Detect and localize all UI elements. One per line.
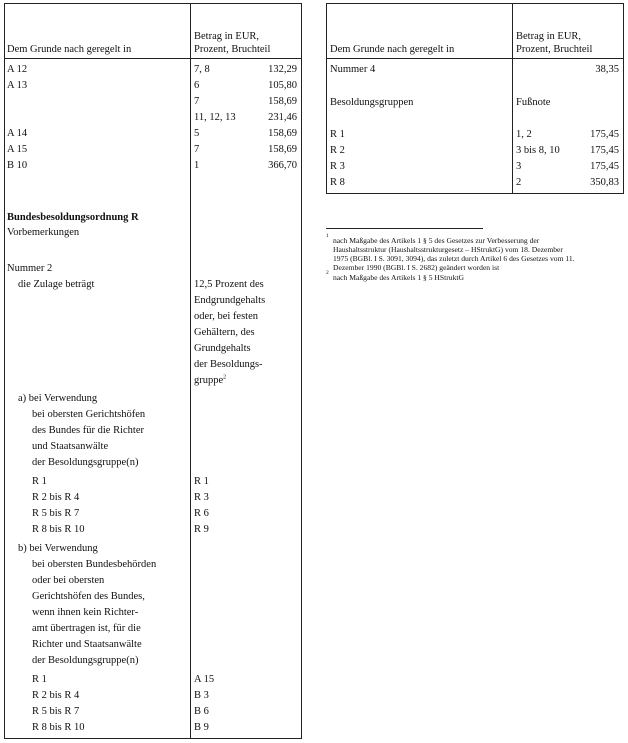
- table-row-betrag: 158,69: [268, 128, 297, 139]
- nummer-4-label: Nummer 4: [330, 64, 376, 75]
- table-row-footnote: 7: [194, 144, 200, 155]
- table-row-footnote: 2: [516, 177, 522, 188]
- a-line: bei obersten Gerichtshöfen: [32, 409, 146, 420]
- footnote-line: nach Maßgabe des Artikels 1 § 5 HStruktG: [333, 273, 464, 282]
- table-row-footnote: 1: [194, 160, 200, 171]
- a-row-left: R 5 bis R 7: [32, 508, 80, 519]
- table-row-betrag: 158,69: [268, 144, 297, 155]
- zulage-line: Grundgehalts: [194, 343, 251, 354]
- b-line: Richter und Staatsanwälte: [32, 639, 142, 650]
- table-row-footnote: 7: [194, 96, 200, 107]
- a-row-right: R 1: [194, 476, 209, 487]
- table-row-betrag: 175,45: [590, 129, 619, 140]
- table-row-betrag: 231,46: [268, 112, 297, 123]
- fussnote-label: Fußnote: [516, 97, 551, 108]
- table-row-grund: R 3: [330, 161, 345, 172]
- table-row-grund: A 13: [7, 80, 28, 91]
- footnote-line: Haushaltsstruktur (Haushaltsstrukturgesetz – HStruktG) vom 18. Dezember: [333, 245, 563, 254]
- table-row-footnote: 5: [194, 128, 200, 139]
- b-line: der Besoldungsgruppe(n): [32, 655, 139, 666]
- b-line: bei obersten Bundesbehörden: [32, 559, 157, 570]
- footnote-line: 1975 (BGBl. I S. 3091, 3094), das zuletzt durch Artikel 6 des Gesetzes vom 11.: [333, 254, 575, 263]
- a-row-left: R 1: [32, 476, 47, 487]
- b-row-right: B 3: [194, 690, 209, 701]
- left-table-header-rule: [4, 58, 302, 59]
- b-line: b) bei Verwendung: [18, 543, 98, 554]
- footnote-line: nach Maßgabe des Artikels 1 § 5 des Gesetzes zur Verbesserung der: [333, 236, 540, 245]
- table-row-footnote: 7, 8: [194, 64, 210, 75]
- b-row-left: R 2 bis R 4: [32, 690, 80, 701]
- left-table-column-divider: [190, 3, 191, 739]
- table-row-footnote: 6: [194, 80, 200, 91]
- left-header-col1: Dem Grunde nach geregelt in: [7, 44, 132, 55]
- footnote-mark: 2: [326, 270, 329, 276]
- section-title: Bundesbesoldungsordnung R: [7, 212, 139, 223]
- footnote-mark: 1: [326, 233, 329, 239]
- besoldungsgruppen-label: Besoldungsgruppen: [330, 97, 414, 108]
- left-header-col2-line1: Betrag in EUR,: [194, 31, 260, 42]
- zulage-line: Endgrundgehalts: [194, 295, 266, 306]
- a-line: der Besoldungsgruppe(n): [32, 457, 139, 468]
- left-header-col2-line2: Prozent, Bruchteil: [194, 44, 271, 55]
- table-row-betrag: 105,80: [268, 80, 297, 91]
- a-line: des Bundes für die Richter: [32, 425, 144, 436]
- table-row-footnote: 1, 2: [516, 129, 532, 140]
- nummer-4-value: 38,35: [595, 64, 619, 75]
- right-header-col2-line2: Prozent, Bruchteil: [516, 44, 593, 55]
- a-line: a) bei Verwendung: [18, 393, 98, 404]
- right-header-col2-line1: Betrag in EUR,: [516, 31, 582, 42]
- table-row-footnote: 3: [516, 161, 522, 172]
- zulage-line-last: [194, 374, 226, 387]
- right-table-header-rule: [326, 58, 624, 59]
- b-row-right: B 6: [194, 706, 209, 717]
- table-row-grund: A 12: [7, 64, 28, 75]
- footnote-line: Dezember 1990 (BGBl. I S. 2682) geändert worden ist: [333, 263, 500, 272]
- table-row-betrag: 158,69: [268, 96, 297, 107]
- zulage-line: der Besoldungs-: [194, 359, 263, 370]
- table-row-footnote: 11, 12, 13: [194, 112, 236, 123]
- a-row-left: R 2 bis R 4: [32, 492, 80, 503]
- zulage-line: Gehältern, des: [194, 327, 255, 338]
- table-row-grund: A 15: [7, 144, 28, 155]
- a-row-right: R 3: [194, 492, 209, 503]
- b-row-right: A 15: [194, 674, 215, 685]
- table-row-footnote: 3 bis 8, 10: [516, 145, 560, 156]
- b-line: Gerichtshöfen des Bundes,: [32, 591, 145, 602]
- footnote-ref: 2: [223, 374, 227, 381]
- table-row-grund: R 2: [330, 145, 345, 156]
- b-line: wenn ihnen kein Richter-: [32, 607, 139, 618]
- right-header-col1: Dem Grunde nach geregelt in: [330, 44, 455, 55]
- zulage-line: 12,5 Prozent des: [194, 279, 264, 290]
- table-row-betrag: 350,83: [590, 177, 619, 188]
- zulage-line: oder, bei festen: [194, 311, 259, 322]
- b-row-left: R 5 bis R 7: [32, 706, 80, 717]
- b-row-right: B 9: [194, 722, 209, 733]
- b-line: amt übertragen ist, für die: [32, 623, 141, 634]
- a-row-right: R 6: [194, 508, 209, 519]
- zulage-label: die Zulage beträgt: [18, 279, 95, 290]
- b-line: oder bei obersten: [32, 575, 105, 586]
- b-row-left: R 1: [32, 674, 47, 685]
- zulage-line: gruppe: [194, 375, 224, 386]
- table-row-grund: A 14: [7, 128, 28, 139]
- table-row-grund: B 10: [7, 160, 28, 171]
- footnote-separator: [326, 228, 483, 229]
- table-row-grund: R 1: [330, 129, 345, 140]
- a-row-left: R 8 bis R 10: [32, 524, 85, 535]
- table-row-betrag: 175,45: [590, 145, 619, 156]
- b-row-left: R 8 bis R 10: [32, 722, 85, 733]
- section-subtitle: Vorbemerkungen: [7, 227, 80, 238]
- table-row-grund: R 8: [330, 177, 345, 188]
- table-row-betrag: 132,29: [268, 64, 297, 75]
- a-line: und Staatsanwälte: [32, 441, 109, 452]
- table-row-betrag: 366,70: [268, 160, 297, 171]
- right-table-column-divider: [512, 3, 513, 194]
- a-row-right: R 9: [194, 524, 209, 535]
- nummer-2-label: Nummer 2: [7, 263, 53, 274]
- table-row-betrag: 175,45: [590, 161, 619, 172]
